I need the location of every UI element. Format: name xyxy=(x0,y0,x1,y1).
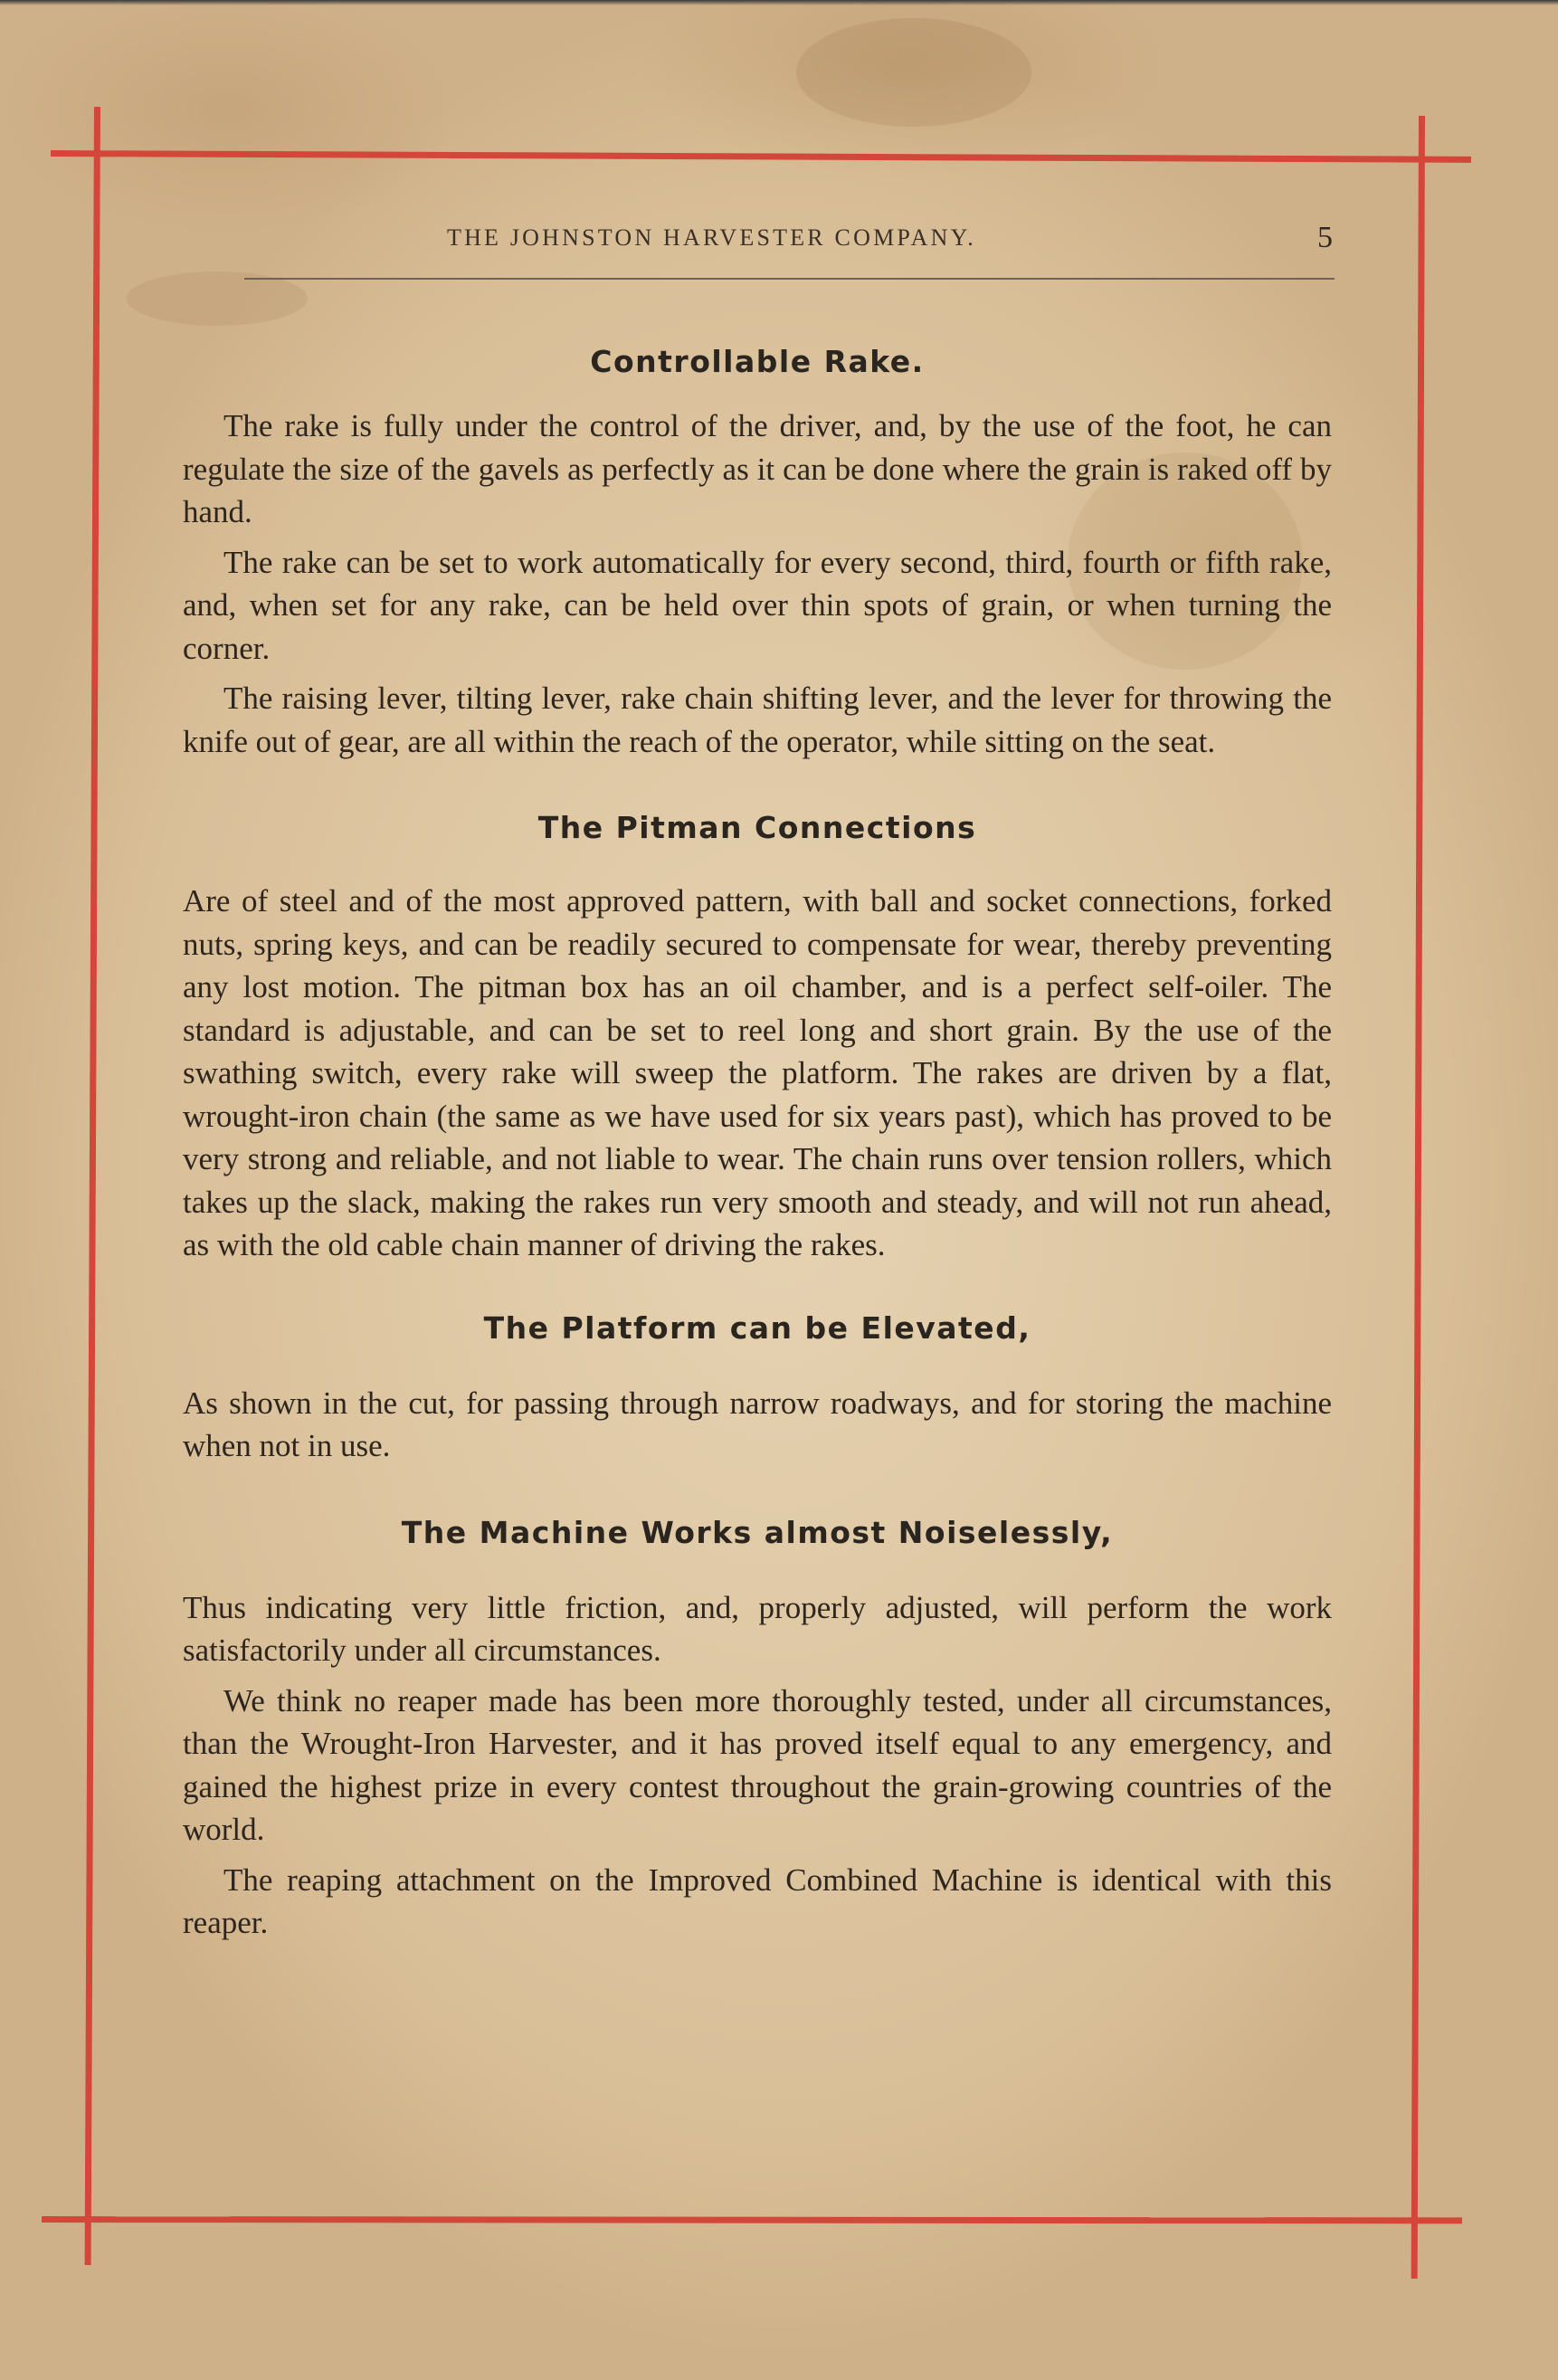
header-divider xyxy=(244,278,1335,280)
section-pitman-connections xyxy=(183,810,1332,1267)
paragraph: Thus indicating very little friction, and, properly adjusted, will perform the work satisfactorily under all circumstances. xyxy=(183,1589,1332,1668)
section-heading: The Pitman Connections xyxy=(537,810,977,845)
paragraph: The reaping attachment on the Improved Combined Machine is identical with this reaper. xyxy=(183,1861,1332,1940)
border-top-line xyxy=(51,150,1471,163)
paragraph: The rake is fully under the control of the driver, and, by the use of the foot, he can regulate the size of the gavels as perfectly as it can be done where the grain is raked off by hand. xyxy=(183,408,1332,529)
paragraph: Are of steel and of the most approved pattern, with ball and socket connections, forked nuts, spring keys, and can be readily secured to compensate for wear, thereby preventing any lost motion. The pitman box has an oil chamber, and is a perfect self-oiler. The standard is adjustable, and can be set to reel long and short grain. By the use of the swathing switch, every rake will sweep the platform. The rakes are driven by a flat, wrought-iron chain (the same as we have used for six years past), which has proved to be very strong and reliable, and not liable to wear. The chain runs over tension rollers, which takes up the slack, making the rakes run very smooth and steady, and will not run ahead, as with the old cable chain manner of driving the rakes. xyxy=(183,883,1332,1262)
water-stain xyxy=(796,18,1031,127)
paragraph: The raising lever, tilting lever, rake chain shifting lever, and the lever for throwing the knife out of gear, are all within the reach of the operator, while sitting on the seat. xyxy=(183,681,1332,759)
paragraph: We think no reaper made has been more thoroughly tested, under all circumstances, than the Wrought-Iron Harvester, and it has proved itself equal to any emergency, and gained the highest prize in every contest throughout the grain-growing countries of the world. xyxy=(183,1682,1332,1847)
section-heading: The Machine Works almost Noiselessly, xyxy=(401,1514,1114,1550)
border-bottom-line xyxy=(42,2216,1462,2223)
section-controllable-rake xyxy=(183,344,1332,763)
section-works-noiselessly xyxy=(183,1515,1332,1945)
section-platform-elevated xyxy=(183,1310,1332,1468)
page-body xyxy=(183,335,1332,1952)
paragraph: As shown in the cut, for passing through narrow roadways, and for storing the machine when not in use. xyxy=(183,1385,1332,1463)
section-heading: Controllable Rake. xyxy=(590,344,925,379)
border-right-line xyxy=(1411,116,1425,2279)
border-left-line xyxy=(85,107,100,2265)
section-heading: The Platform can be Elevated, xyxy=(483,1309,1031,1346)
paragraph: The rake can be set to work automatically for every second, third, fourth or fifth rake, and, when set for any rake, can be held over thin spots of grain, or when turning the corner. xyxy=(183,544,1332,666)
scan-top-edge xyxy=(0,0,1558,5)
page-number: 5 xyxy=(1317,221,1333,254)
running-header xyxy=(244,221,1335,257)
water-stain xyxy=(127,271,308,326)
running-header-title: THE JOHNSTON HARVESTER COMPANY. xyxy=(447,224,976,251)
